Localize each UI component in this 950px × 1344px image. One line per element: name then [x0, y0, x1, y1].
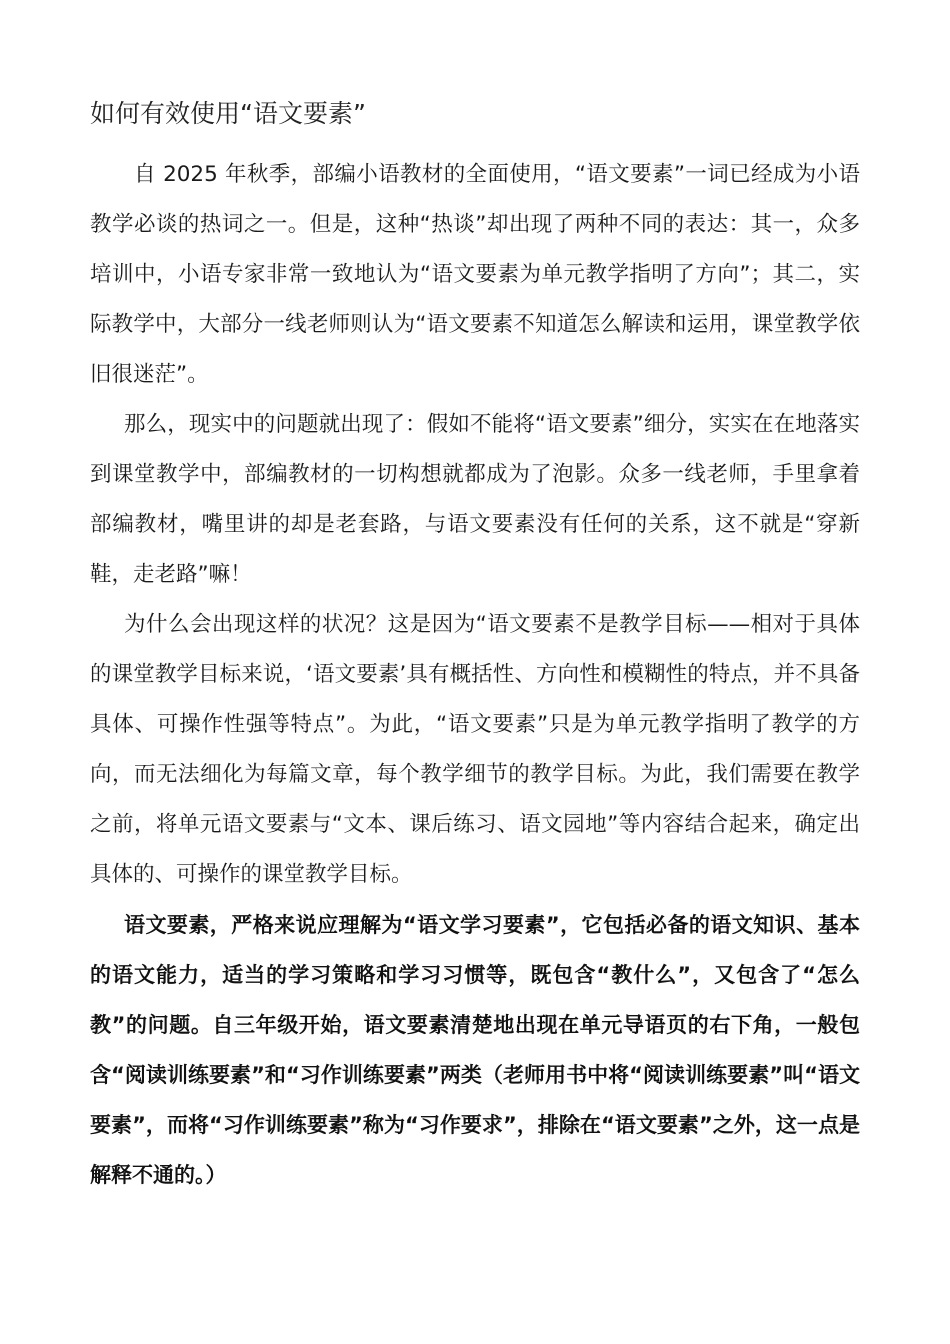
- paragraph-3: 为什么会出现这样的状况？这是因为“语文要素不是教学目标——相对于具体的课堂教学目标来说，‘语文要素’具有概括性、方向性和模糊性的特点，并不具备具体、可操作性强等特点”。为此，“语文要素”只是为单元教学指明了教学的方向，而无法细化为每篇文章，每个教学细节的教学目标。为此，我们需要在教学之前，将单元语文要素与“文本、课后练习、语文园地”等内容结合起来，确定出具体的、可操作的课堂教学目标。: [90, 612, 860, 887]
- document-title: 如何有效使用“语文要素”: [90, 99, 366, 128]
- paragraph-1: 自 2025 年秋季，部编小语教材的全面使用，“语文要素”一词已经成为小语教学必谈的热词之一。但是，这种“热谈”却出现了两种不同的表达：其一，众多培训中，小语专家非常一致地认为“语文要素为单元教学指明了方向”；其二，实际教学中，大部分一线老师则认为“语文要素不知道怎么解读和运用，课堂教学依旧很迷茫”。: [90, 162, 860, 387]
- document-page: [90, 92, 860, 1200]
- paragraph-2: 那么，现实中的问题就出现了：假如不能将“语文要素”细分，实实在在地落实到课堂教学中，部编教材的一切构想就都成为了泡影。众多一线老师，手里拿着部编教材，嘴里讲的却是老套路，与语文要素没有任何的关系，这不就是“穿新鞋，走老路”嘛！: [90, 412, 860, 587]
- paragraph-4-bold: 语文要素，严格来说应理解为“语文学习要素”，它包括必备的语文知识、基本的语文能力，适当的学习策略和学习习惯等，既包含“教什么”，又包含了“怎么教”的问题。自三年级开始，语文要素清楚地出现在单元导语页的右下角，一般包含“阅读训练要素”和“习作训练要素”两类（老师用书中将“阅读训练要素”叫“语文要素”，而将“习作训练要素”称为“习作要求”，排除在“语文要素”之外，这一点是解释不通的。）: [90, 913, 861, 1187]
